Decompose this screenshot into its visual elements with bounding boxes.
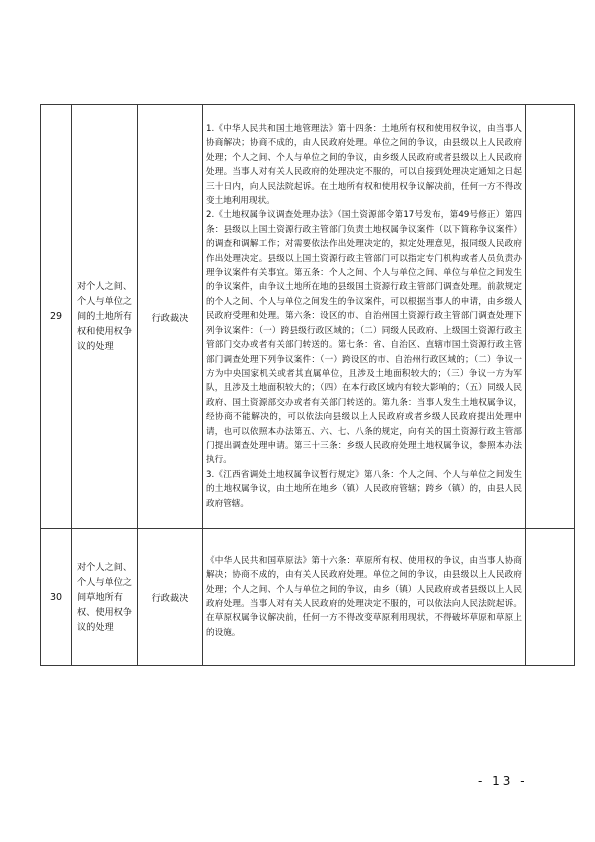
item-type: 行政裁决 [138,105,203,529]
table-row [41,105,575,529]
legal-basis [203,105,526,529]
document-table [40,104,575,666]
row-number: 29 [41,105,72,529]
table-row [41,529,575,666]
empty-cell [526,529,575,666]
page-number: - 13 - [478,774,528,788]
item-type: 行政裁决 [138,529,203,666]
basis-paragraph: 1.《中华人民共和国土地管理法》第十四条：土地所有权和使用权争议，由当事人协商解决；协商不成的，由人民政府处理。单位之间的争议，由县级以上人民政府处理；个人之间、个人与单位之间的争议，由乡级人民政府或者县级以上人民政府处理。当事人对有关人民政府的处理决定不服的，可以自接到处理决定通知之日起三十日内，向人民法院起诉。在土地所有权和使用权争议解决前，任何一方不得改变土地利用现状。 [206,124,522,207]
item-name: 对个人之间、个人与单位之间的土地所有权和使用权争议的处理 [72,105,138,529]
basis-paragraph: 3.《江西省调处土地权属争议暂行规定》第八条：个人之间、个人与单位之间发生的土地权属争议，由土地所在地乡（镇）人民政府管辖；跨乡（镇）的，由县人民政府管辖。 [206,469,522,509]
empty-cell [526,105,575,529]
legal-basis [203,529,526,666]
item-name: 对个人之间、个人与单位之间草地所有权、使用权争议的处理 [72,529,138,666]
basis-paragraph: 《中华人民共和国草原法》第十六条：草原所有权、使用权的争议，由当事人协商解决；协商不成的，由有关人民政府处理。单位之间的争议，由县级以上人民政府处理；个人之间、个人与单位之间的争议，由乡（镇）人民政府或者县级以上人民政府处理。当事人对有关人民政府的处理决定不服的，可以依法向人民法院起诉。在草原权属争议解决前，任何一方不得改变草原利用现状，不得破坏草原和草原上的设施。 [206,555,522,638]
basis-paragraph: 2.《土地权属争议调查处理办法》（国土资源部令第17号发布，第49号修正）第四条：县级以上国土资源行政主管部门负责土地权属争议案件（以下简称争议案件）的调查和调解工作；对需要依法作出处理决定的，拟定处理意见，报同级人民政府作出处理决定。县级以上国土资源行政主管部门可以指定专门机构或者人员负责办理争议案件有关事宜。第五条：个人之间、个人与单位之间、单位与单位之间发生的争议案件，由争议土地所在地的县级国土资源行政主管部门调查处理。前款规定的个人之间、个人与单位之间发生的争议案件，可以根据当事人的申请，由乡级人民政府受理和处理。第六条：设区的市、自治州国土资源行政主管部门调查处理下列争议案件：（一）跨县级行政区域的；（二）同级人民政府、上级国土资源行政主管部门交办或者有关部门转送的。第七条：省、自治区、直辖市国土资源行政主管部门调查处理下列争议案件：（一）跨设区的市、自治州行政区域的；（二）争议一方为中央国家机关或者其直属单位，且涉及土地面积较大的；（三）争议一方为军队，且涉及土地面积较大的；（四）在本行政区域内有较大影响的；（五）同级人民政府、国土资源部交办或者有关部门转送的。第九条：当事人发生土地权属争议，经协商不能解决的，可以依法向县级以上人民政府或者乡级人民政府提出处理申请，也可以依照本办法第五、六、七、八条的规定，向有关的国土资源行政主管部门提出调查处理申请。第三十三条：乡级人民政府处理土地权属争议，参照本办法执行。 [206,210,522,466]
row-number: 30 [41,529,72,666]
